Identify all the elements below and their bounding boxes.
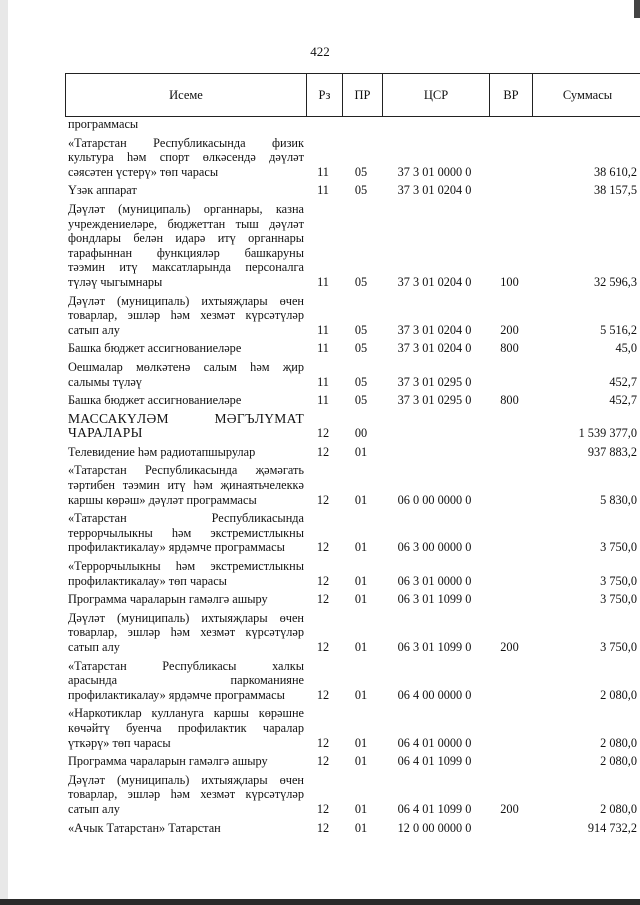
row-rz: 12: [316, 754, 330, 769]
row-name-line: «Татарстан Республикасында физик: [68, 135, 304, 150]
row-name-line: Программа чараларын гамәлгә ашыру: [68, 592, 268, 607]
row-name-line: түләү чыгымнары: [68, 274, 163, 289]
row-pr: 01: [354, 801, 368, 816]
row-csr: 06 4 01 1099 0: [397, 801, 472, 816]
table-row: [68, 341, 640, 356]
row-csr: 12 0 00 0000 0: [397, 820, 472, 835]
row-pr: 01: [354, 640, 368, 654]
row-pr: 01: [354, 540, 368, 555]
row-name-line: «Террорчылыкны һәм экстремистлыкны: [68, 559, 304, 574]
row-name-line: ЧАРАЛАРЫ: [68, 425, 143, 441]
row-sum: 38 157,5: [593, 183, 637, 198]
row-name: [68, 445, 304, 460]
header-rz: Рз: [307, 74, 343, 116]
row-sum: 5 516,2: [600, 322, 637, 337]
table-row: [68, 773, 640, 817]
row-name-line: учреждениеләре, бюджеттан тыш дәүләт: [68, 216, 304, 231]
row-csr: 06 4 01 1099 0: [397, 754, 472, 769]
row-sum: 5 830,0: [600, 492, 637, 507]
row-pr: 05: [354, 274, 368, 289]
row-sum: 914 732,2: [587, 820, 637, 835]
row-name: [68, 754, 304, 769]
row-name: [68, 341, 304, 356]
row-sum: 3 750,0: [600, 592, 637, 607]
row-pr: 01: [354, 573, 368, 588]
row-csr: 06 3 01 0000 0: [397, 573, 472, 588]
row-name: [68, 659, 304, 703]
row-name-line: Үзәк аппарат: [68, 183, 137, 198]
row-name: [68, 559, 304, 588]
header-pr: ПР: [343, 74, 383, 116]
row-csr: 06 3 00 0000 0: [397, 540, 472, 555]
row-rz: 12: [316, 801, 330, 816]
row-name: [68, 294, 304, 338]
row-pr: 05: [354, 322, 368, 337]
row-name-line: тәртибен тәэмин итү һәм җинаятьчелеккә: [68, 478, 304, 493]
row-vr: 100: [500, 274, 519, 289]
table-row: [68, 706, 640, 750]
row-csr: 37 3 01 0204 0: [397, 322, 472, 337]
page-number: 422: [310, 44, 330, 59]
row-pr: 05: [354, 374, 368, 389]
row-name-line: салымы түләү: [68, 374, 142, 389]
row-sum: 2 080,0: [600, 735, 637, 750]
row-name: [68, 511, 304, 555]
table-row: [68, 611, 640, 655]
row-name-line: «Татарстан Республикасы халкы: [68, 658, 304, 673]
row-name: [68, 136, 304, 180]
row-name: [68, 773, 304, 817]
row-name-line: Дәүләт (муниципаль) ихтыяҗлары өчен: [68, 610, 304, 625]
row-vr: 200: [500, 322, 519, 337]
table-row: [68, 412, 640, 441]
row-pr: 01: [354, 592, 368, 607]
table-row: [68, 294, 640, 338]
row-sum: 3 750,0: [600, 640, 637, 654]
row-sum: 32 596,3: [593, 274, 637, 289]
row-name-line: арасында паркоманияне: [68, 673, 304, 688]
row-name: [68, 360, 304, 389]
row-name-line: фондлары белән идарә итү органнары: [68, 231, 304, 246]
row-name: [68, 393, 304, 408]
row-pr: 01: [354, 492, 368, 507]
row-name-line: сәясәтен үстерү» төп чарасы: [68, 164, 219, 179]
row-pr: 05: [354, 393, 368, 408]
row-name-line: террорчылыкны һәм экстремистлыкны: [68, 525, 304, 540]
row-name-line: профилактикалау» ярдәмче программасы: [68, 687, 285, 702]
header-vr: ВР: [490, 74, 533, 116]
row-name-line: сатып алу: [68, 322, 120, 337]
table-row: [68, 559, 640, 588]
row-rz: 11: [317, 164, 329, 179]
row-sum: 3 750,0: [600, 540, 637, 555]
row-name-line: каршы көрәш» дәүләт программасы: [68, 492, 257, 507]
row-csr: 37 3 01 0295 0: [397, 374, 472, 389]
scan-left-edge: [0, 0, 8, 905]
row-name: [68, 117, 304, 132]
table-row: [68, 117, 640, 132]
row-csr: 06 4 00 0000 0: [397, 687, 472, 702]
table-row: [68, 754, 640, 769]
row-csr: 37 3 01 0204 0: [397, 274, 472, 289]
header-csr: ЦСР: [383, 74, 490, 116]
row-name: [68, 821, 304, 836]
row-rz: 12: [316, 640, 330, 654]
row-name-line: үткәрү» төп чарасы: [68, 735, 171, 750]
row-sum: 45,0: [615, 341, 637, 356]
row-name-line: сатып алу: [68, 801, 120, 816]
row-pr: 01: [354, 687, 368, 702]
row-name-line: Башка бюджет ассигнованиеләре: [68, 393, 242, 408]
row-name-line: «Ачык Татарстан» Татарстан: [68, 820, 221, 835]
row-rz: 12: [316, 573, 330, 588]
row-pr: 01: [354, 754, 368, 769]
row-pr: 05: [354, 164, 368, 179]
row-rz: 12: [316, 592, 330, 607]
row-name: [68, 592, 304, 607]
row-name-line: Башка бюджет ассигнованиеләре: [68, 341, 242, 356]
table-row: [68, 360, 640, 389]
row-pr: 05: [354, 183, 368, 198]
row-csr: 06 0 00 0000 0: [397, 492, 472, 507]
table-row: [68, 393, 640, 408]
table-row: [68, 592, 640, 607]
row-sum: 3 750,0: [600, 573, 637, 588]
table-row: [68, 463, 640, 507]
table-row: [68, 511, 640, 555]
row-name: [68, 463, 304, 507]
row-rz: 12: [316, 492, 330, 507]
header-name: Исеме: [66, 74, 307, 116]
row-name-line: Оешмалар мөлкәтенә салым һәм җир: [68, 359, 304, 374]
row-name: [68, 202, 304, 290]
row-sum: 937 883,2: [587, 444, 637, 459]
row-pr: 01: [354, 444, 368, 459]
scan-bottom-edge: [0, 899, 640, 905]
row-csr: 06 3 01 1099 0: [397, 592, 472, 607]
table-row: [68, 445, 640, 460]
row-rz: 11: [317, 341, 329, 356]
row-sum: 2 080,0: [600, 687, 637, 702]
row-name-line: тарафыннан функцияләр башкаруны: [68, 245, 304, 260]
row-pr: 01: [354, 735, 368, 750]
row-name-line: «Татарстан Республикасында: [68, 511, 304, 526]
row-name-line: профилактикалау» ярдәмче программасы: [68, 540, 285, 555]
row-name: [68, 412, 304, 441]
scan-corner-mark: [634, 0, 640, 18]
row-name-line: сатып алу: [68, 640, 120, 654]
row-name-line: профилактикалау» төп чарасы: [68, 573, 227, 588]
table-header: [65, 73, 640, 117]
row-vr: 800: [500, 393, 519, 408]
row-pr: 00: [354, 426, 368, 441]
row-rz: 12: [316, 426, 330, 441]
row-name-line: «Наркотиклар куллануга каршы көрәшне: [68, 706, 304, 721]
row-rz: 11: [317, 393, 329, 408]
row-rz: 12: [316, 820, 330, 835]
row-csr: 37 3 01 0204 0: [397, 183, 472, 198]
table-row: [68, 821, 640, 836]
row-name-line: «Татарстан Республикасында җәмәгать: [68, 463, 304, 478]
row-name: [68, 183, 304, 198]
row-name-line: Телевидение һәм радиотапшырулар: [68, 444, 256, 459]
row-sum: 452,7: [609, 374, 637, 389]
row-csr: 37 3 01 0000 0: [397, 164, 472, 179]
row-vr: 200: [500, 801, 519, 816]
row-vr: 800: [500, 341, 519, 356]
row-name-line: товарлар, эшләр һәм хезмәт күрсәтүләр: [68, 625, 304, 640]
row-rz: 12: [316, 687, 330, 702]
header-sum: Суммасы: [562, 88, 613, 102]
row-name-line: программасы: [68, 117, 139, 131]
row-vr: 200: [500, 640, 519, 654]
row-rz: 12: [316, 444, 330, 459]
row-name-line: МАССАКҮЛӘМ МӘГЪЛҮМАТ: [68, 410, 304, 426]
row-name: [68, 706, 304, 750]
row-name: [68, 611, 304, 655]
table-row: [68, 183, 640, 198]
row-name-line: Дәүләт (муниципаль) органнары, казна: [68, 201, 304, 216]
row-sum: 452,7: [609, 393, 637, 408]
row-rz: 12: [316, 735, 330, 750]
row-csr: 37 3 01 0204 0: [397, 341, 472, 356]
row-sum: 2 080,0: [600, 754, 637, 769]
row-csr: 37 3 01 0295 0: [397, 393, 472, 408]
row-name-line: товарлар, эшләр һәм хезмәт күрсәтүләр: [68, 308, 304, 323]
row-pr: 05: [354, 341, 368, 356]
row-csr: 06 3 01 1099 0: [397, 640, 472, 654]
budget-table-body: [68, 117, 640, 839]
row-name-line: тәэмин итү максатларында персоналга: [68, 260, 304, 275]
row-sum: 1 539 377,0: [578, 426, 637, 441]
row-name-line: Дәүләт (муниципаль) ихтыяҗлары өчен: [68, 772, 304, 787]
row-rz: 12: [316, 540, 330, 555]
row-rz: 11: [317, 183, 329, 198]
table-row: [68, 136, 640, 180]
row-sum: 2 080,0: [600, 801, 637, 816]
row-sum: 38 610,2: [593, 164, 637, 179]
row-name-line: Программа чараларын гамәлгә ашыру: [68, 754, 268, 769]
table-row: [68, 202, 640, 290]
row-rz: 11: [317, 322, 329, 337]
row-rz: 11: [317, 374, 329, 389]
row-name-line: культура һәм спорт өлкәсендә дәүләт: [68, 150, 304, 165]
row-rz: 11: [317, 274, 329, 289]
row-csr: 06 4 01 0000 0: [397, 735, 472, 750]
table-row: [68, 659, 640, 703]
row-name-line: Дәүләт (муниципаль) ихтыяҗлары өчен: [68, 293, 304, 308]
row-name-line: товарлар, эшләр һәм хезмәт күрсәтүләр: [68, 787, 304, 802]
row-name-line: көчәйтү буенча профилактик чаралар: [68, 720, 304, 735]
row-pr: 01: [354, 820, 368, 835]
